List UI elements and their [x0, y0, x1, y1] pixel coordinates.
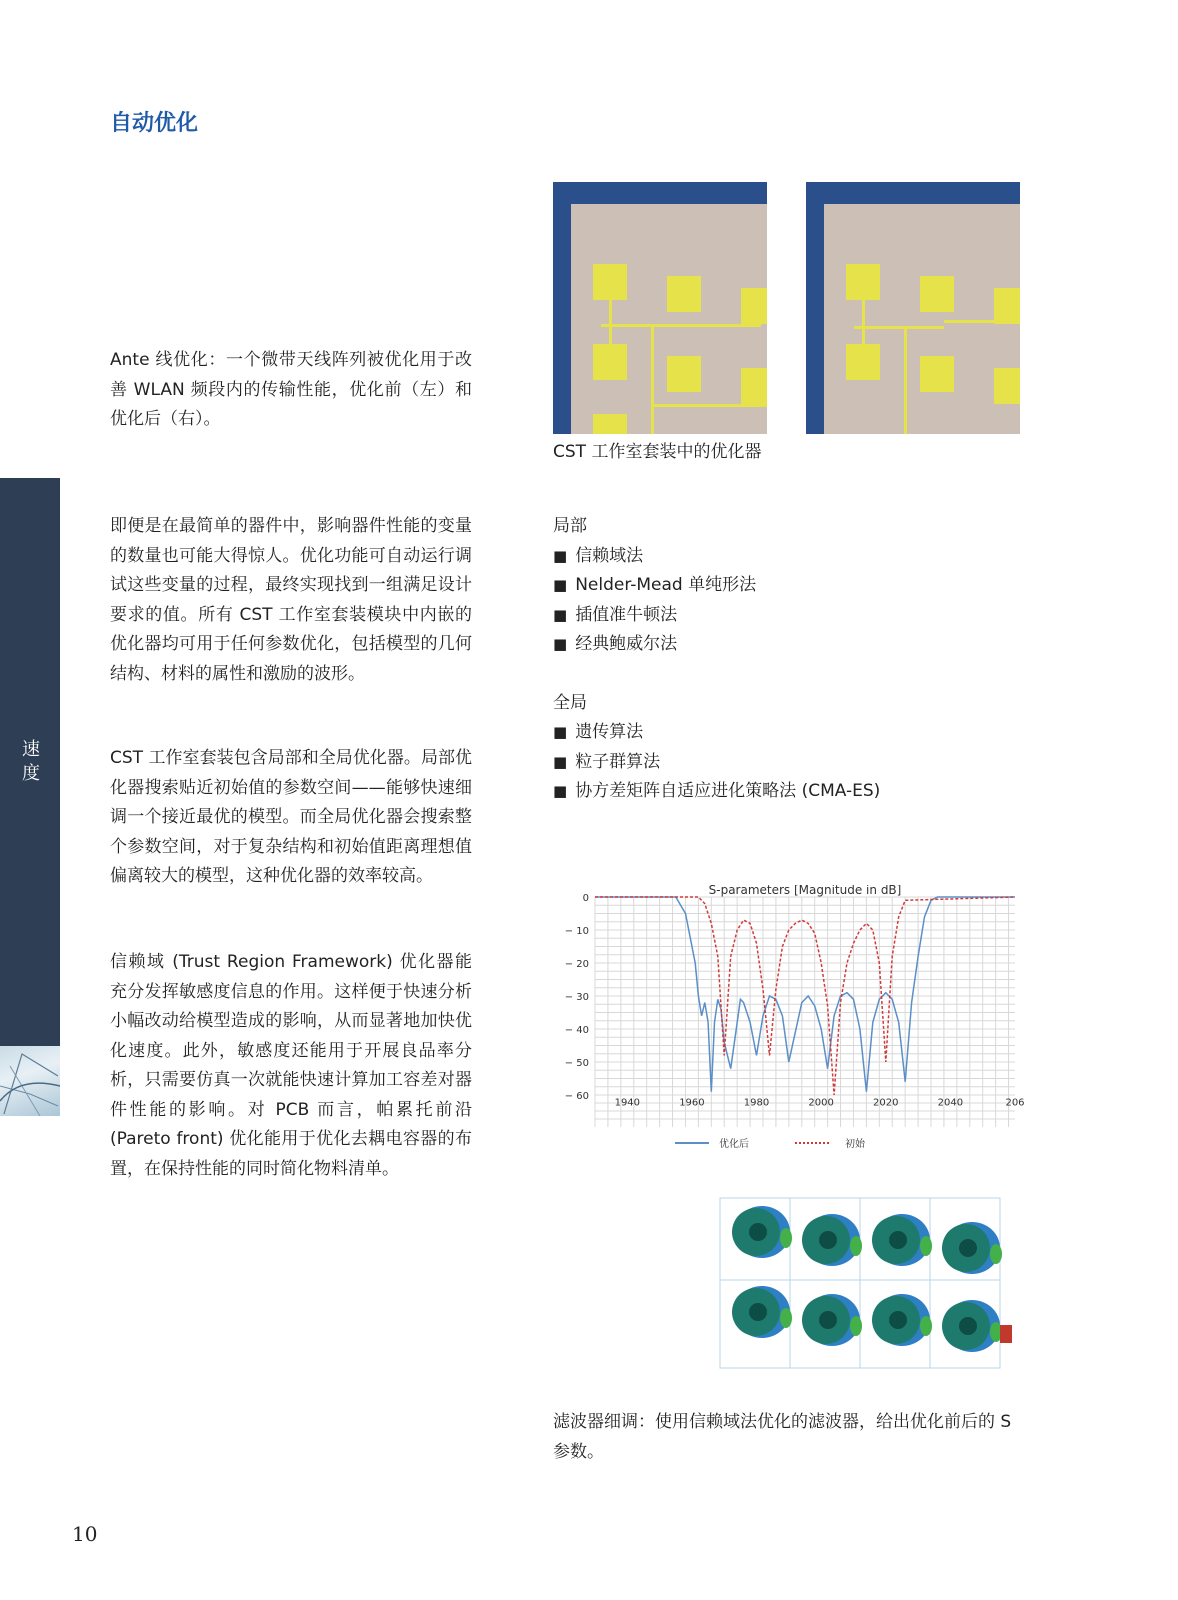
local-heading: 局部 — [553, 516, 587, 536]
sidebar-band — [0, 478, 60, 1116]
resonator-cap — [920, 1316, 932, 1336]
resonator-cap — [850, 1316, 862, 1336]
filter-caption: 滤波器细调：使用信赖域法优化的滤波器，给出优化前后的 S 参数。 — [553, 1412, 1012, 1462]
y-tick-label: − 60 — [564, 1091, 589, 1102]
resonator-cap — [920, 1236, 932, 1256]
x-tick-label: 1980 — [743, 1097, 770, 1109]
resonator-core — [819, 1311, 837, 1329]
resonator-core — [959, 1239, 977, 1257]
legend-label: 优化后 — [719, 1139, 749, 1150]
y-tick-label: − 30 — [564, 992, 589, 1003]
y-tick-label: 0 — [582, 893, 589, 904]
sidebar-thumbnail-image — [0, 1046, 60, 1116]
body-paragraph-1: 即便是在最简单的器件中，影响器件性能的变量的数量也可能大得惊人。优化功能可自动运行调试这些变量的过程，最终实现找到一组满足设计要求的值。所有 CST 工作室套装模块中内嵌的优化器均可用于任何参数优化，包括模型的几何结构、材料的属性和激励的波形。 — [110, 516, 472, 684]
sidebar-label: 速度 — [22, 739, 40, 784]
x-tick-label: 2000 — [808, 1097, 834, 1109]
body-paragraph-3: 信赖域 (Trust Region Framework) 优化器能充分发挥敏感度信息的作用。这样便于快速分析小幅改动给模型造成的影响，从而显著地加快优化速度。此外，敏感度还能用于开展良品率分析，只需要仿真一次就能快速计算加工容差对器件性能的影响。对 PCB 而言，帕累托前沿 (Pareto front) 优化能用于优化去耦电容器的布置，在保持性能的同时简化物料清单。 — [110, 952, 472, 1179]
global-item: ■ 遗传算法 — [553, 718, 880, 748]
antenna-before-image — [553, 182, 767, 434]
resonator-cap — [850, 1236, 862, 1256]
local-item: ■ 插值准牛顿法 — [553, 601, 880, 631]
optimizer-caption: CST 工作室套装中的优化器 — [553, 442, 762, 462]
resonator-core — [749, 1303, 767, 1321]
x-tick-label: 206 — [1005, 1097, 1025, 1109]
global-item: ■ 协方差矩阵自适应进化策略法 (CMA-ES) — [553, 777, 880, 807]
antenna-caption: Ante 线优化：一个微带天线阵列被优化用于改善 WLAN 频段内的传输性能，优化前（左）和优化后（右）。 — [110, 350, 472, 429]
legend-label: 初始 — [845, 1139, 865, 1150]
page-number: 10 — [72, 1522, 98, 1546]
y-tick-label: − 50 — [564, 1058, 589, 1069]
y-tick-label: − 10 — [564, 926, 589, 937]
chart-svg — [563, 885, 1043, 1170]
s-parameter-chart — [563, 885, 1043, 1170]
resonator-cap — [990, 1244, 1002, 1264]
resonator-cap — [780, 1228, 792, 1248]
chart-title: S-parameters [Magnitude in dB] — [708, 885, 902, 897]
resonator-core — [749, 1223, 767, 1241]
antenna-after-image — [806, 182, 1020, 434]
optimizer-list — [553, 512, 880, 807]
x-tick-label: 1960 — [679, 1097, 705, 1109]
filter-model-image — [710, 1190, 1020, 1380]
section-title: 自动优化 — [110, 111, 199, 136]
y-tick-label: − 40 — [564, 1025, 589, 1036]
resonator-cap — [780, 1308, 792, 1328]
global-item: ■ 粒子群算法 — [553, 748, 880, 778]
x-tick-label: 2020 — [873, 1097, 899, 1109]
x-tick-label: 2040 — [937, 1097, 964, 1109]
resonator-core — [819, 1231, 837, 1249]
y-tick-label: − 20 — [564, 959, 589, 970]
local-item: ■ Nelder-Mead 单纯形法 — [553, 571, 880, 601]
global-heading: 全局 — [553, 692, 587, 713]
resonator-core — [959, 1317, 977, 1335]
resonator-core — [889, 1231, 907, 1249]
resonator-core — [889, 1311, 907, 1329]
body-paragraph-2: CST 工作室套装包含局部和全局优化器。局部优化器搜索贴近初始值的参数空间——能够快速细调一个接近最优的模型。而全局优化器会搜索整个参数空间，对于复杂结构和初始值距离理想值偏离较大的模型，这种优化器的效率较高。 — [110, 748, 472, 886]
local-item: ■ 信赖域法 — [553, 542, 880, 572]
x-tick-label: 1940 — [614, 1097, 641, 1109]
local-item: ■ 经典鲍威尔法 — [553, 630, 880, 660]
